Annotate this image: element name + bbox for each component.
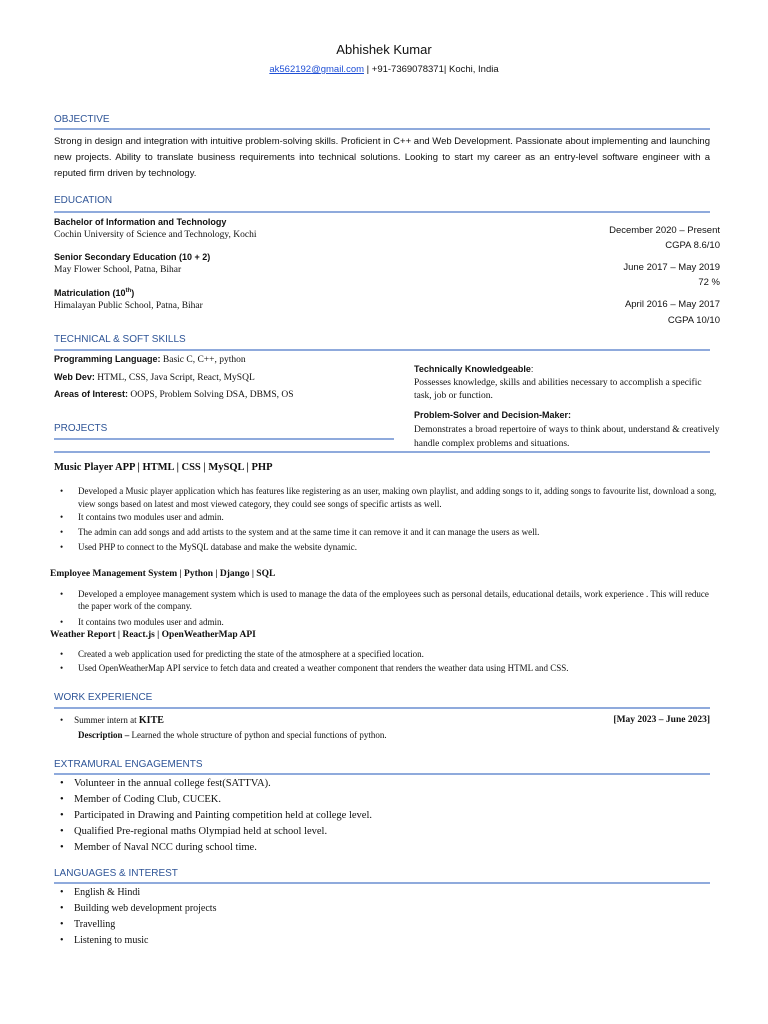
education-degree: Bachelor of Information and Technology	[54, 217, 227, 227]
education-date: December 2020 – Present	[609, 225, 720, 236]
project-heading: Employee Management System | Python | Django | SQL	[50, 569, 276, 579]
objective-text: Strong in design and integration with intuitive problem-solving skills. Proficient in C++ and Web Development. Passionate about implementing and launching new projects. Ability to translate business requirements into technical solutions. Looking to start my career as an entry-level software engineer with a reputed firm driven by technology.	[54, 136, 710, 179]
contact-separator: |	[443, 64, 449, 75]
list-item: • It contains two modules user and admin.	[60, 617, 224, 627]
project-heading: Music Player APP | HTML | CSS | MySQL | PHP	[54, 462, 273, 473]
list-item: • Building web development projects	[60, 903, 217, 914]
section-title-education: EDUCATION	[54, 195, 113, 206]
contact-separator: |	[364, 64, 372, 75]
list-item: • Created a web application used for predicting the state of the atmosphere at a specified location.	[60, 649, 424, 659]
work-description: Description – Learned the whole structure of python and special functions of python.	[78, 730, 387, 740]
skill-line: Web Dev: HTML, CSS, Java Script, React, MySQL	[54, 372, 255, 383]
skill-line: Areas of Interest: OOPS, Problem Solving DSA, DBMS, OS	[54, 389, 294, 400]
section-divider	[54, 707, 710, 709]
list-item: • Member of Naval NCC during school time.	[60, 842, 257, 853]
list-item: • Participated in Drawing and Painting competition held at college level.	[60, 810, 372, 821]
languages-list	[60, 885, 700, 949]
education-degree: Senior Secondary Education (10 + 2)	[54, 252, 211, 262]
soft-skill-title: Problem-Solver and Decision-Maker:	[414, 410, 572, 420]
education-score: CGPA 10/10	[667, 315, 720, 326]
section-title-projects: PROJECTS	[54, 423, 108, 434]
section-title-skills: TECHNICAL & SOFT SKILLS	[54, 334, 186, 345]
list-item: • Member of Coding Club, CUCEK.	[60, 794, 221, 805]
section-divider	[54, 773, 710, 775]
education-school: Himalayan Public School, Patna, Bihar	[54, 301, 203, 311]
list-item: • Developed a employee management system which is used to manage the data of the employees such as personal details, educational details, work experience . This will reduce the paper work of the company.	[60, 589, 709, 611]
education-date: June 2017 – May 2019	[623, 262, 720, 273]
list-item: • Travelling	[60, 919, 116, 930]
section-title-languages: LANGUAGES & INTEREST	[54, 868, 178, 879]
email-link[interactable]: ak562192@gmail.com	[269, 64, 365, 75]
work-dates: [May 2023 – June 2023]	[613, 715, 710, 725]
education-score: 72 %	[698, 277, 720, 288]
project-bullets	[60, 588, 720, 628]
section-title-extramural: EXTRAMURAL ENGAGEMENTS	[54, 759, 203, 770]
section-divider-short	[54, 438, 394, 440]
list-item: • Developed a Music player application which has features like registering as an user, making own playlist, and adding songs to it, adding songs to favourite list, download a song, view songs based on latest and most viewed category, they could see songs of specific artists as well.	[60, 486, 717, 509]
section-divider	[54, 882, 710, 884]
section-divider	[54, 349, 710, 351]
list-item: • The admin can add songs and add artists to the system and at the same time it can remove it and it can manage the users as well.	[60, 527, 540, 537]
contact-line	[0, 64, 768, 75]
section-divider	[54, 128, 710, 130]
list-item: • Listening to music	[60, 935, 149, 946]
education-degree: Matriculation (10th)	[54, 288, 135, 298]
phone-number: +91-7369078371	[371, 64, 444, 75]
skill-line: Programming Language: Basic C, C++, python	[54, 354, 246, 365]
section-title-work: WORK EXPERIENCE	[54, 692, 153, 703]
list-item: • It contains two modules user and admin.	[60, 512, 224, 522]
list-item: • Qualified Pre-regional maths Olympiad held at school level.	[60, 826, 328, 837]
list-item: • English & Hindi	[60, 887, 141, 898]
section-divider	[54, 211, 710, 213]
education-school: May Flower School, Patna, Bihar	[54, 265, 182, 275]
candidate-name: Abhishek Kumar	[336, 42, 432, 57]
project-heading: Weather Report | React.js | OpenWeatherMap API	[50, 630, 256, 640]
soft-skill-text: Demonstrates a broad repertoire of ways to think about, understand & creatively handle complex problems and situations.	[414, 425, 720, 449]
project-bullets	[60, 485, 720, 554]
education-score: CGPA 8.6/10	[665, 240, 720, 251]
list-item: • Used PHP to connect to the MySQL database and make the website dynamic.	[60, 542, 358, 552]
section-divider	[54, 451, 710, 453]
soft-skill-text: Possesses knowledge, skills and abilities necessary to accomplish a specific task, job or function.	[414, 378, 702, 401]
project-bullets	[60, 647, 720, 675]
list-item: • Used OpenWeatherMap API service to fetch data and created a weather component that renders the weather data using HTML and CSS.	[60, 663, 569, 673]
work-role: • Summer intern at KITE	[60, 715, 164, 726]
section-title-objective: OBJECTIVE	[54, 114, 110, 125]
education-date: April 2016 – May 2017	[624, 299, 720, 310]
location: Kochi, India	[449, 64, 499, 75]
soft-skill-title: Technically Knowledgeable:	[414, 364, 534, 374]
extramural-list	[60, 776, 700, 856]
education-school: Cochin University of Science and Technology, Kochi	[54, 230, 257, 240]
list-item: • Volunteer in the annual college fest(SATTVA).	[60, 778, 271, 789]
